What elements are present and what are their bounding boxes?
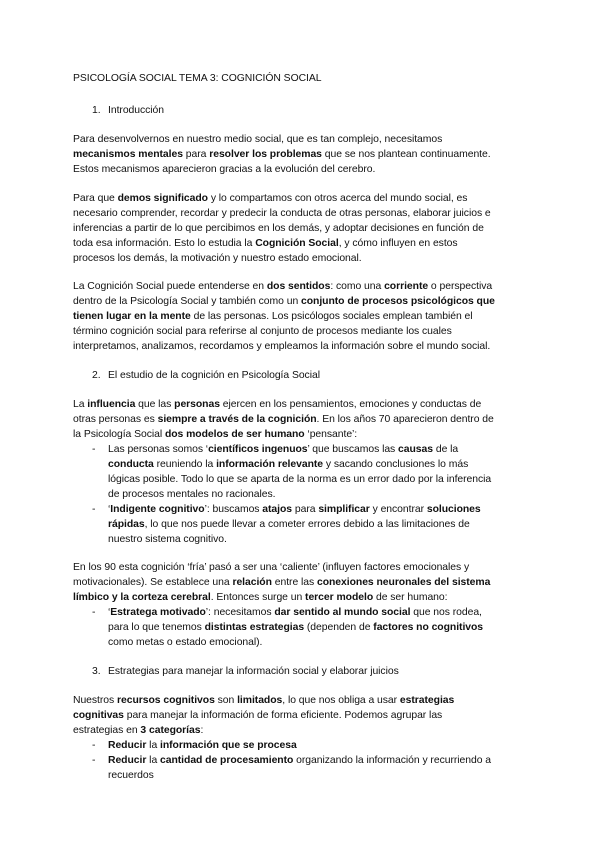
- section-number: 3.: [92, 666, 101, 677]
- list-item-line: ‘Indigente cognitivo’: buscamos atajos para simplificar y encontrar soluciones: [108, 504, 481, 515]
- document-title: PSICOLOGÍA SOCIAL TEMA 3: COGNICIÓN SOCIAL: [73, 73, 322, 84]
- section-number: 2.: [92, 370, 101, 381]
- section-number: 1.: [92, 105, 101, 116]
- paragraph-line: límbico y la corteza cerebral. Entonces surge un tercer modelo de ser humano:: [73, 592, 448, 603]
- paragraph-line: mecanismos mentales para resolver los problemas que se nos plantean continuamente.: [73, 149, 491, 160]
- list-item-line: para lo que tenemos distintas estrategias (dependen de factores no cognitivos: [108, 622, 484, 633]
- section-heading: Introducción: [108, 105, 165, 116]
- list-item-line: como metas o estado emocional).: [108, 637, 263, 648]
- paragraph-line: Para que demos significado y lo compartamos con otros acerca del mundo social, es: [73, 193, 468, 204]
- list-item-line: Reducir la cantidad de procesamiento organizando la información y recurriendo a: [108, 755, 492, 766]
- list-bullet: -: [92, 504, 96, 515]
- paragraph-line: La influencia que las personas ejercen en los pensamientos, emociones y conductas de: [73, 399, 482, 410]
- paragraph-line: motivacionales). Se establece una relación entre las conexiones neuronales del sistema: [73, 577, 491, 588]
- paragraph-line: cognitivas para manejar la información de forma eficiente. Podemos agrupar las: [73, 710, 443, 721]
- paragraph-line: la Psicología Social dos modelos de ser humano ‘pensante’:: [73, 429, 358, 440]
- list-item-line: rápidas, lo que nos puede llevar a cometer errores debido a las limitaciones de: [108, 519, 470, 530]
- paragraph-line: término cognición social para referirse al conjunto de procesos mediante los cuales: [73, 326, 452, 337]
- paragraph-line: En los 90 esta cognición ‘fría’ pasó a ser una ‘caliente’ (influyen factores emocionales y: [73, 562, 470, 573]
- list-bullet: -: [92, 755, 96, 766]
- list-bullet: -: [92, 444, 96, 455]
- paragraph-line: necesario comprender, recordar y predecir la conducta de otras personas, elaborar juicios e: [73, 208, 491, 219]
- paragraph-line: inferencias a partir de lo que percibimos en los demás, y adoptar decisiones en función de: [73, 223, 484, 234]
- paragraph-line: La Cognición Social puede entenderse en dos sentidos: como una corriente o perspectiva: [73, 281, 493, 292]
- section-heading: El estudio de la cognición en Psicología Social: [108, 370, 320, 381]
- paragraph-line: procesos los demás, la motivación y nuestro estado emocional.: [73, 253, 362, 264]
- paragraph-line: Estos mecanismos aparecieron gracias a la evolución del cerebro.: [73, 164, 376, 175]
- list-item-line: ‘Estratega motivado’: necesitamos dar sentido al mundo social que nos rodea,: [108, 607, 482, 618]
- paragraph-line: Para desenvolvernos en nuestro medio social, que es tan complejo, necesitamos: [73, 134, 443, 145]
- list-item-line: Reducir la información que se procesa: [108, 740, 297, 751]
- paragraph-line: otras personas es siempre a través de la cognición. En los años 70 aparecieron dentro de: [73, 414, 494, 425]
- list-item-line: lógicas posible. Todo lo que se aparta de la norma es un error dado por la inferencia: [108, 474, 492, 485]
- paragraph-line: estrategias en 3 categorías:: [73, 725, 204, 736]
- paragraph-line: Nuestros recursos cognitivos son limitados, lo que nos obliga a usar estrategias: [73, 695, 455, 706]
- section-heading: Estrategias para manejar la información social y elaborar juicios: [108, 666, 399, 677]
- list-item-line: recuerdos: [108, 770, 154, 781]
- list-item-line: conducta reuniendo la información relevante y sacando conclusiones lo más: [108, 459, 469, 470]
- list-item-line: Las personas somos ‘científicos ingenuos’ que buscamos las causas de la: [108, 444, 459, 455]
- list-bullet: -: [92, 740, 96, 751]
- paragraph-line: tienen lugar en la mente de las personas. Los psicólogos sociales emplean también el: [73, 311, 473, 322]
- paragraph-line: toda esa información. Esto lo estudia la Cognición Social, y cómo influyen en estos: [73, 238, 458, 249]
- paragraph-line: interpretamos, analizamos, recordamos y empleamos la información sobre el mundo social.: [73, 341, 491, 352]
- list-item-line: de procesos mentales no racionales.: [108, 489, 276, 500]
- paragraph-line: dentro de la Psicología Social y también como un conjunto de procesos psicológicos que: [73, 296, 495, 307]
- list-item-line: nuestro sistema cognitivo.: [108, 534, 227, 545]
- list-bullet: -: [92, 607, 96, 618]
